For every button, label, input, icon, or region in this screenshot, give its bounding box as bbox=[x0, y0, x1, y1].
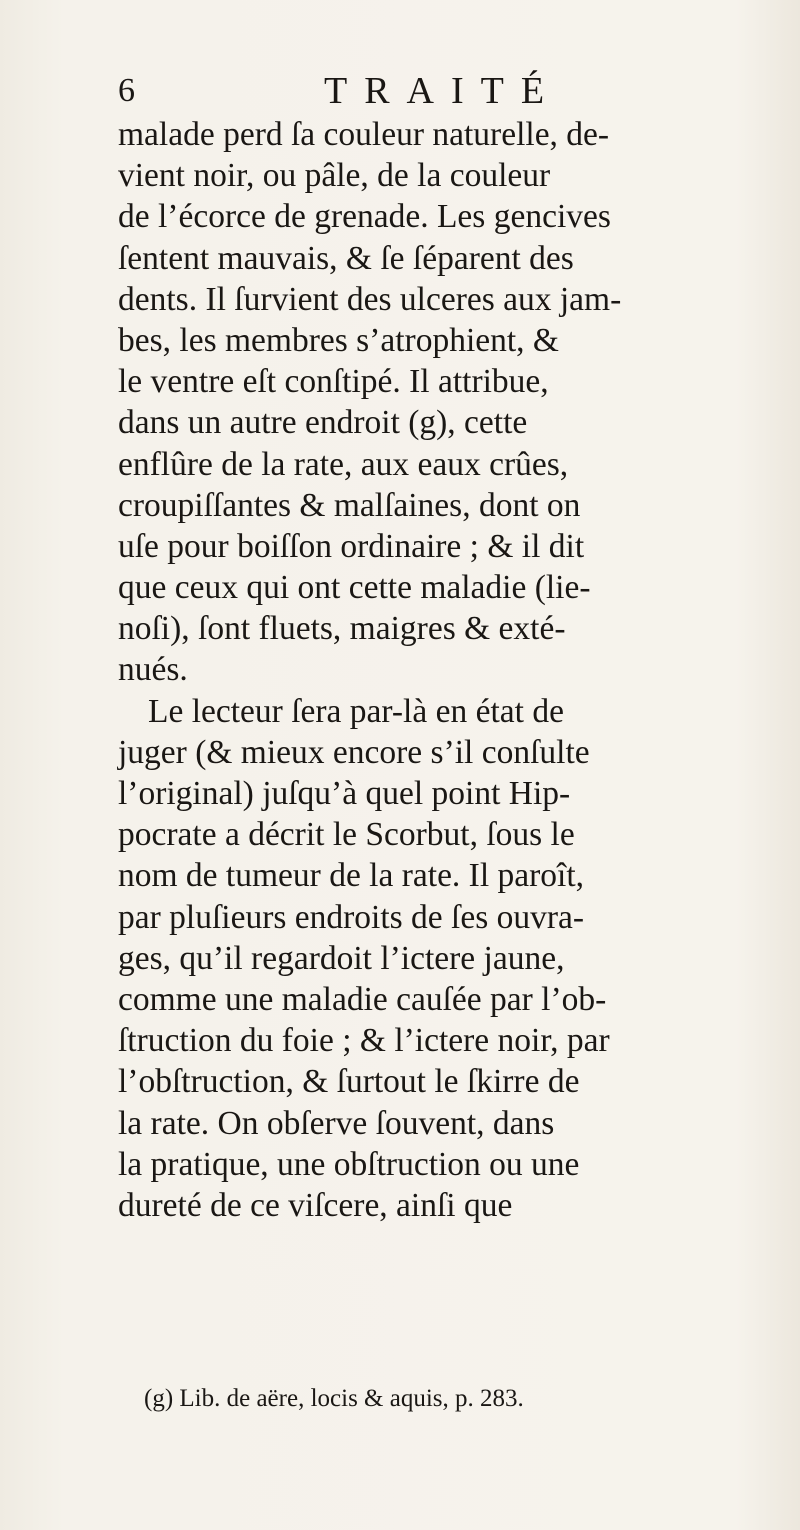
footnote: (g) Lib. de aëre, locis & aquis, p. 283. bbox=[144, 1385, 524, 1412]
text-line: nom de tumeur de la rate. Il paroît, bbox=[118, 857, 585, 895]
text-line: ſentent mauvais, & ſe ſéparent des bbox=[118, 239, 574, 277]
page-number: 6 bbox=[118, 72, 135, 109]
text-line: que ceux qui ont cette maladie (lie- bbox=[118, 569, 591, 607]
text-line: croupiſſantes & malſaines, dont on bbox=[118, 486, 581, 524]
text-line: dents. Il ſurvient des ulceres aux jam- bbox=[118, 280, 622, 318]
text-line: nués. bbox=[118, 651, 188, 689]
page-header bbox=[118, 70, 718, 112]
text-line: pocrate a décrit le Scorbut, ſous le bbox=[118, 816, 575, 854]
text-line: la pratique, une obſtruction ou une bbox=[118, 1145, 580, 1183]
text-line: dans un autre endroit (g), cette bbox=[118, 404, 528, 442]
text-line: vient noir, ou pâle, de la couleur bbox=[118, 157, 551, 195]
text-line: ges, qu’il regardoit l’ictere jaune, bbox=[118, 939, 565, 977]
text-line: la rate. On obſerve ſouvent, dans bbox=[118, 1104, 555, 1142]
text-line: Le lecteur ſera par-là en état de bbox=[148, 692, 564, 730]
text-line: uſe pour boiſſon ordinaire ; & il dit bbox=[118, 527, 585, 565]
text-line: par pluſieurs endroits de ſes ouvra- bbox=[118, 898, 585, 936]
text-line: comme une maladie cauſée par l’ob- bbox=[118, 980, 607, 1018]
text-line: malade perd ſa couleur naturelle, de- bbox=[118, 116, 610, 153]
text-line: le ventre eſt conſtipé. Il attribue, bbox=[118, 363, 549, 401]
text-line: noſi), ſont fluets, maigres & exté- bbox=[118, 610, 566, 648]
text-line: l’obſtruction, & ſurtout le ſkirre de bbox=[118, 1063, 580, 1101]
body-text bbox=[118, 114, 758, 1226]
text-line: dureté de ce viſcere, ainſi que bbox=[118, 1186, 513, 1224]
text-line: de l’écorce de grenade. Les gencives bbox=[118, 198, 611, 236]
text-line: ſtruction du foie ; & l’ictere noir, par bbox=[118, 1022, 610, 1060]
text-line: juger (& mieux encore s’il conſulte bbox=[118, 733, 590, 771]
text-line: enflûre de la rate, aux eaux crûes, bbox=[118, 445, 569, 483]
text-line: bes, les membres s’atrophient, & bbox=[118, 321, 559, 359]
text-line: l’original) juſqu’à quel point Hip- bbox=[118, 775, 571, 812]
running-title: TRAITÉ bbox=[324, 70, 562, 112]
